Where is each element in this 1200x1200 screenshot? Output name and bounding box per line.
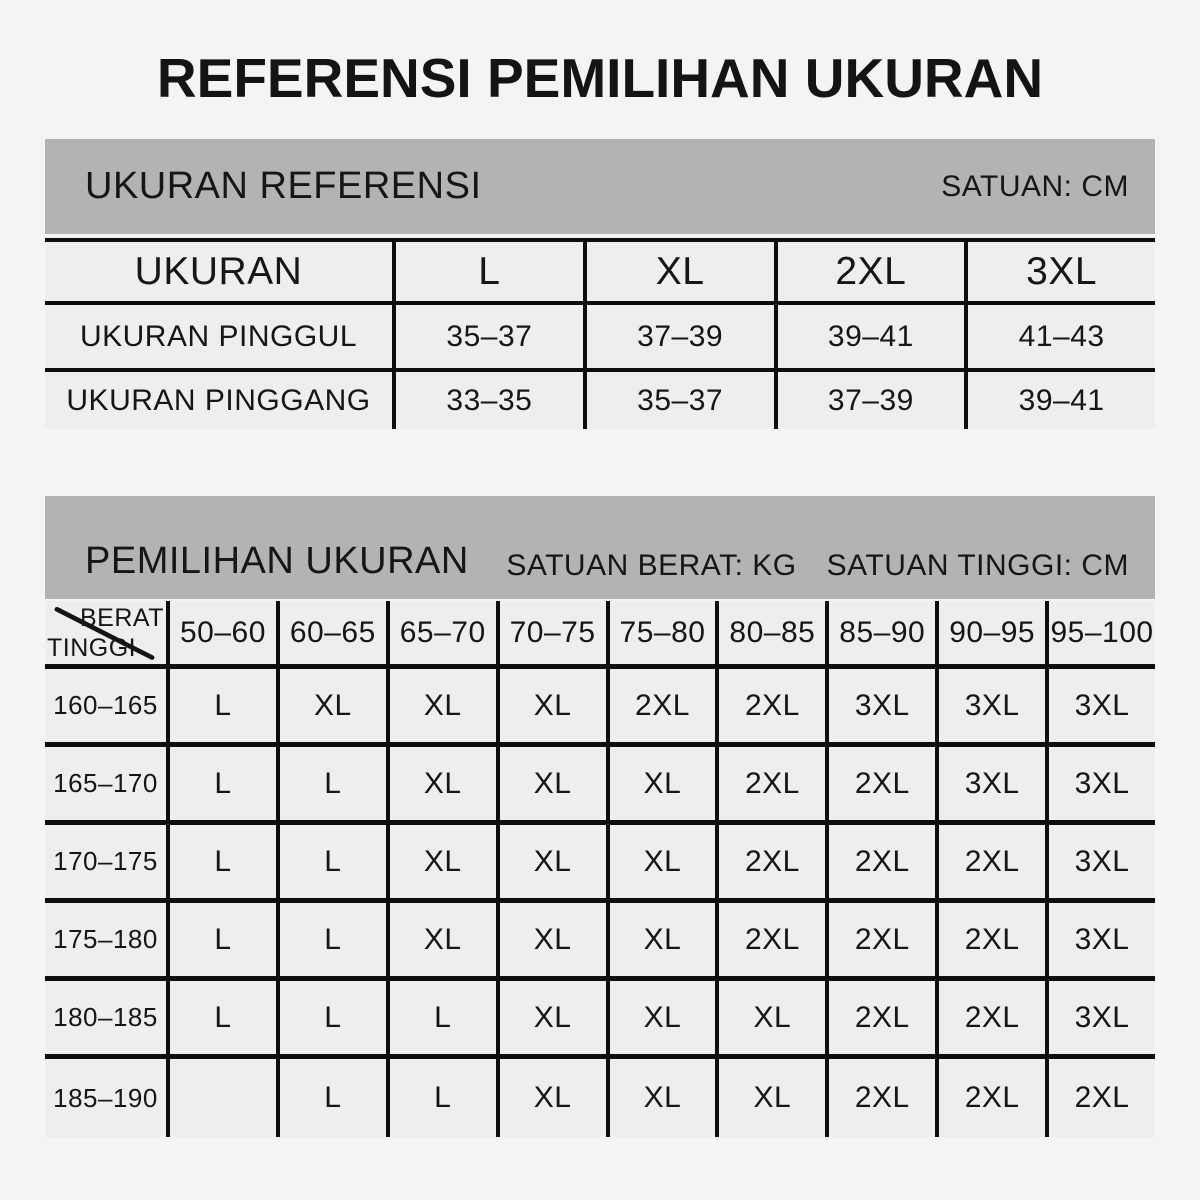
page-title: REFERENSI PEMILIHAN UKURAN xyxy=(156,47,1044,109)
recommended-size-cell: L xyxy=(166,903,276,981)
recommended-size-cell: XL xyxy=(386,903,496,981)
recommended-size-cell: 2XL xyxy=(825,1059,935,1137)
recommended-size-cell: 2XL xyxy=(825,903,935,981)
recommended-size-cell: 2XL xyxy=(715,669,825,747)
size-selection-grid xyxy=(45,601,1155,1137)
recommended-size-cell: L xyxy=(386,981,496,1059)
recommended-size-cell: 3XL xyxy=(825,669,935,747)
recommended-size-cell: XL xyxy=(386,825,496,903)
height-range-label-cell: 180–185 xyxy=(45,981,166,1059)
height-range-label-cell: 185–190 xyxy=(53,1082,158,1113)
recommended-size-cell: XL xyxy=(386,669,496,747)
row-label-cell: UKURAN xyxy=(45,242,392,305)
size-value-cell: 37–39 xyxy=(774,372,965,429)
size-selection-weight-unit-label: SATUAN BERAT: KG xyxy=(506,549,797,582)
size-value-cell: 33–35 xyxy=(392,372,583,429)
recommended-size-cell: 2XL xyxy=(1045,1059,1155,1137)
height-range-label-cell: 160–165 xyxy=(45,669,166,747)
recommended-size-cell: L xyxy=(166,747,276,825)
size-value-cell: 35–37 xyxy=(583,372,774,429)
recommended-size-cell: 3XL xyxy=(935,669,1045,747)
recommended-size-cell: 2XL xyxy=(935,825,1045,903)
recommended-size-cell: L xyxy=(386,1059,496,1137)
recommended-size-cell: 3XL xyxy=(1045,825,1155,903)
recommended-size-cell: XL xyxy=(276,669,386,747)
recommended-size-cell: 2XL xyxy=(825,825,935,903)
recommended-size-cell: 2XL xyxy=(715,825,825,903)
corner-height-label: TINGGI xyxy=(47,634,137,662)
recommended-size-cell: XL xyxy=(496,903,606,981)
height-range-label-cell: 175–180 xyxy=(45,903,166,981)
recommended-size-cell: XL xyxy=(715,1059,825,1137)
recommended-size-cell: 3XL xyxy=(935,747,1045,825)
weight-range-header-cell: 50–60 xyxy=(166,601,276,669)
recommended-size-cell: 2XL xyxy=(606,669,716,747)
recommended-size-cell: 3XL xyxy=(1045,903,1155,981)
size-selection-unit-labels xyxy=(506,549,1129,583)
weight-range-header-cell: 65–70 xyxy=(386,601,496,669)
size-selection-header-title: PEMILIHAN UKURAN xyxy=(85,540,469,582)
recommended-size-cell: XL xyxy=(606,1059,716,1137)
recommended-size-cell: 3XL xyxy=(1045,981,1155,1059)
recommended-size-cell: L xyxy=(166,981,276,1059)
size-value-cell: 39–41 xyxy=(964,372,1155,429)
size-value-cell: 37–39 xyxy=(583,305,774,372)
recommended-size-cell: XL xyxy=(496,747,606,825)
recommended-size-cell: L xyxy=(276,825,386,903)
recommended-size-cell: XL xyxy=(496,981,606,1059)
size-reference-grid xyxy=(45,238,1155,429)
weight-range-header-cell: 70–75 xyxy=(496,601,606,669)
size-reference-header-bar xyxy=(45,139,1155,234)
size-selection-height-unit-label: SATUAN TINGGI: CM xyxy=(826,549,1129,582)
recommended-size-cell: L xyxy=(276,903,386,981)
recommended-size-cell: 2XL xyxy=(715,903,825,981)
row-label-cell: UKURAN PINGGUL xyxy=(45,305,392,372)
corner-weight-label: BERAT xyxy=(80,604,164,632)
recommended-size-cell: XL xyxy=(496,669,606,747)
recommended-size-cell: XL xyxy=(496,1059,606,1137)
size-selection-table xyxy=(45,496,1155,1137)
size-value-cell: L xyxy=(392,242,583,305)
recommended-size-cell: XL xyxy=(496,825,606,903)
weight-range-header-cell: 90–95 xyxy=(935,601,1045,669)
recommended-size-cell: XL xyxy=(606,903,716,981)
size-value-cell: XL xyxy=(583,242,774,305)
weight-range-header-cell: 75–80 xyxy=(606,601,716,669)
size-value-cell: 35–37 xyxy=(392,305,583,372)
size-reference-header-title: UKURAN REFERENSI xyxy=(85,165,482,207)
corner-header-cell xyxy=(45,601,166,669)
size-reference-unit-label: SATUAN: CM xyxy=(941,169,1129,203)
size-value-cell: 41–43 xyxy=(964,305,1155,372)
recommended-size-cell xyxy=(166,1059,276,1137)
size-reference-table xyxy=(45,139,1155,429)
recommended-size-cell: XL xyxy=(606,825,716,903)
weight-range-header-cell: 95–100 xyxy=(1045,601,1155,669)
recommended-size-cell: 2XL xyxy=(935,1059,1045,1137)
size-value-cell: 2XL xyxy=(774,242,965,305)
recommended-size-cell: L xyxy=(276,981,386,1059)
recommended-size-cell: XL xyxy=(606,981,716,1059)
recommended-size-cell: L xyxy=(166,825,276,903)
recommended-size-cell: 3XL xyxy=(1045,669,1155,747)
recommended-size-cell: L xyxy=(166,669,276,747)
recommended-size-cell: 2XL xyxy=(935,903,1045,981)
recommended-size-cell: 2XL xyxy=(825,981,935,1059)
recommended-size-cell: XL xyxy=(386,747,496,825)
row-label-cell: UKURAN PINGGANG xyxy=(66,383,371,417)
size-selection-header-bar xyxy=(45,496,1155,599)
recommended-size-cell: 2XL xyxy=(825,747,935,825)
recommended-size-cell: 2XL xyxy=(935,981,1045,1059)
recommended-size-cell: L xyxy=(276,1059,386,1137)
recommended-size-cell: 3XL xyxy=(1045,747,1155,825)
recommended-size-cell: L xyxy=(276,747,386,825)
height-range-label-cell: 170–175 xyxy=(45,825,166,903)
recommended-size-cell: XL xyxy=(606,747,716,825)
size-value-cell: 39–41 xyxy=(774,305,965,372)
recommended-size-cell: 2XL xyxy=(715,747,825,825)
size-value-cell: 3XL xyxy=(964,242,1155,305)
weight-range-header-cell: 85–90 xyxy=(825,601,935,669)
weight-range-header-cell: 60–65 xyxy=(276,601,386,669)
weight-range-header-cell: 80–85 xyxy=(715,601,825,669)
height-range-label-cell: 165–170 xyxy=(45,747,166,825)
recommended-size-cell: XL xyxy=(715,981,825,1059)
